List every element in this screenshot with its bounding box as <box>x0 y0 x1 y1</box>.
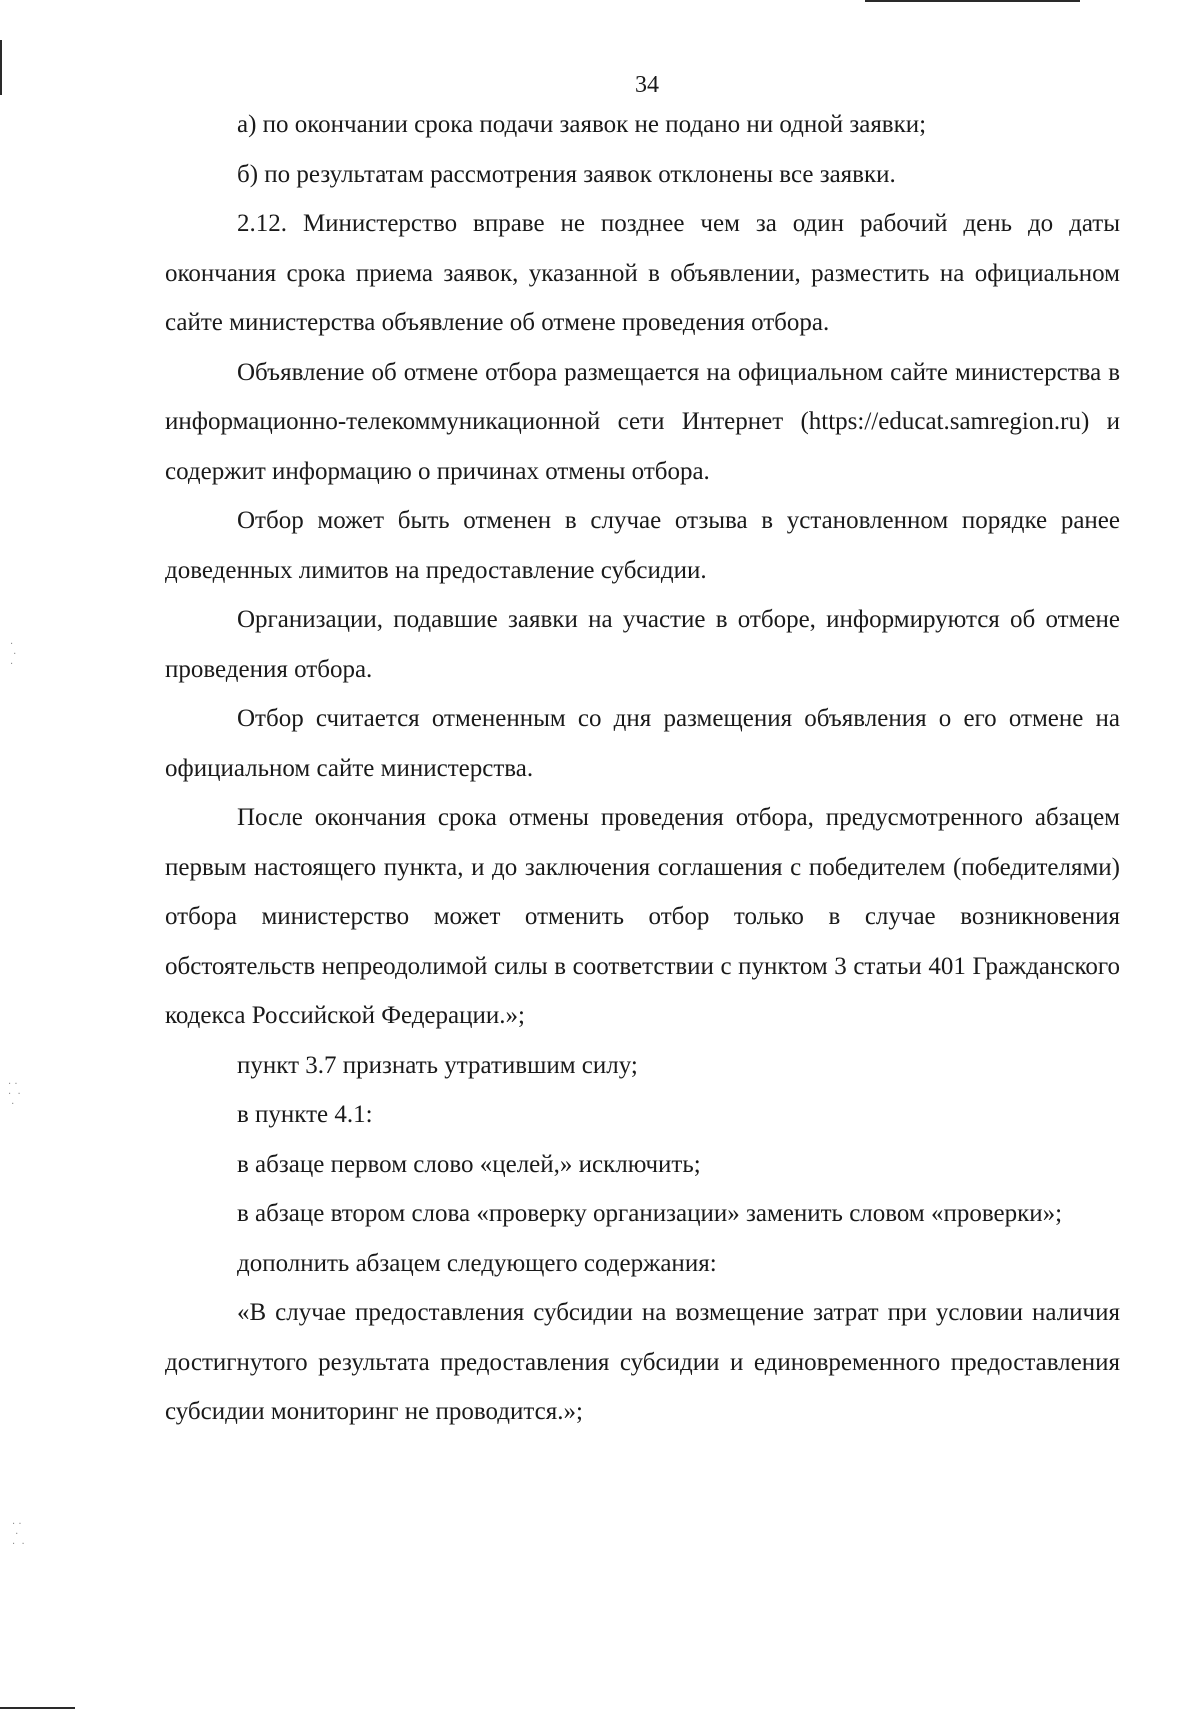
paragraph-cancellation-date: Отбор считается отмененным со дня размещения объявления о его отмене на официальном сайте министерства. <box>165 705 1120 782</box>
paragraph-announcement: Объявление об отмене отбора размещается на официальном сайте министерства в информационно-телекоммуникационной сети Интернет (https://educat.samregion.ru) и содержит информацию о причинах отмены отбора. <box>165 358 1120 485</box>
scan-noise-marks: · · · · · <box>12 1519 25 1550</box>
paragraph-first-abzac: в абзаце первом слово «целей,» исключить; <box>237 1150 701 1178</box>
paragraph-item-b: б) по результатам рассмотрения заявок отклонены все заявки. <box>237 160 896 188</box>
scan-noise-marks: · · · · · <box>8 1079 21 1110</box>
paragraph-item-a: а) по окончании срока подачи заявок не подано ни одной заявки; <box>237 111 927 138</box>
scan-edge-line-top <box>865 0 1080 2</box>
paragraph-notification: Организации, подавшие заявки на участие в отборе, информируются об отмене проведения отбора. <box>165 606 1120 683</box>
paragraph-second-abzac: в абзаце втором слова «проверку организации» заменить словом «проверки»; <box>237 1200 1063 1227</box>
paragraph-cancellation-reason: Отбор может быть отменен в случае отзыва в установленном порядке ранее доведенных лимитов на предоставление субсидии. <box>165 507 1120 584</box>
paragraph-monitoring: «В случае предоставления субсидии на возмещение затрат при условии наличия достигнутого результата предоставления субсидии и единовременного предоставления субсидии мониторинг не проводится.»; <box>165 1299 1120 1425</box>
paragraph-clause-3-7: пункт 3.7 признать утратившим силу; <box>237 1051 638 1079</box>
scan-noise-marks: · · · <box>10 639 17 670</box>
paragraph-force-majeure: После окончания срока отмены проведения отбора, предусмотренного абзацем первым настоящего пункта, и до заключения соглашения с победителем (победителями) отбора министерство может отменить отбор только в случае возникновения обстоятельств непреодолимой силы в соответствии с пунктом 3 статьи 401 Гражданского кодекса Российской Федерации.»; <box>165 804 1120 1029</box>
document-body <box>165 100 1120 1437</box>
paragraph-add-abzac: дополнить абзацем следующего содержания: <box>237 1249 717 1277</box>
paragraph-clause-4-1: в пункте 4.1: <box>237 1101 373 1128</box>
scan-edge-line-bottom <box>0 1707 75 1709</box>
paragraph-clause-2-12: 2.12. Министерство вправе не позднее чем за один рабочий день до даты окончания срока приема заявок, указанной в объявлении, разместить на официальном сайте министерства объявление об отмене проведения отбора. <box>165 210 1120 336</box>
page-number: 34 <box>635 72 659 98</box>
